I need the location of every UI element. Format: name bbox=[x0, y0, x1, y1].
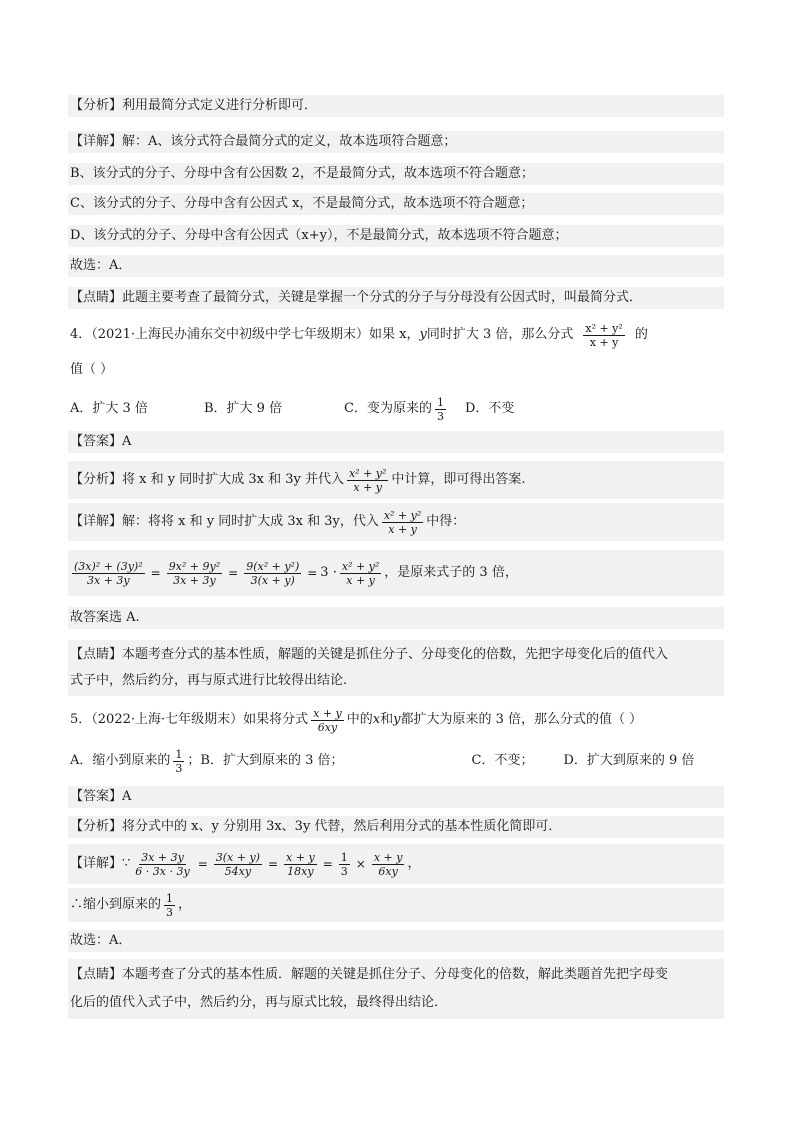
q4-answer-tag: 【答案】 bbox=[70, 434, 123, 449]
q4-detail-fraction bbox=[382, 509, 423, 536]
q5-detail-fraction-2 bbox=[214, 851, 262, 878]
q5-comment-line1: 【点睛】本题考查了分式的基本性质．解题的关键是抓住分子、分母变化的倍数，解此类题首先把字母变 bbox=[70, 967, 669, 982]
q4-stem-prefix: 4．（2021·上海民办浦东交中初级中学七年级期末）如果 x， bbox=[70, 327, 420, 342]
q4-detail-post: 中得： bbox=[426, 514, 466, 529]
q4-stem-suffix: 的 bbox=[634, 327, 648, 342]
q5-e1-num: 3x + 3y bbox=[141, 850, 184, 864]
q4-stem-line2-text: 值（ ） bbox=[70, 362, 114, 377]
q4-eq3-num: 9(x² + y²) bbox=[246, 559, 300, 573]
q4-options bbox=[68, 394, 724, 424]
q3-detail-c bbox=[68, 193, 724, 215]
q4-analysis-pre: 将 x 和 y 同时扩大成 3x 和 3y 并代入 bbox=[122, 472, 344, 487]
q4-detail-frac-num: x² + y² bbox=[383, 508, 422, 522]
q5-stem-fraction bbox=[311, 707, 344, 734]
q5-e3-num: x + y bbox=[286, 850, 315, 864]
q3-choose bbox=[68, 255, 724, 277]
q4-analysis-frac-den: x + y bbox=[353, 480, 383, 494]
q3-detail-a bbox=[68, 131, 724, 153]
q4-eq-fraction-1 bbox=[72, 560, 145, 587]
q4-answer bbox=[68, 431, 724, 453]
q5-choose-text: 故选：A． bbox=[70, 933, 132, 948]
q3-choose-text: 故选：A． bbox=[70, 258, 132, 273]
q5-comment-line2: 化后的值代入式子中，然后约分，再与原式比较，最终得出结论． bbox=[70, 995, 448, 1010]
q5-detail-end: ， bbox=[407, 856, 421, 871]
q3-detail-b bbox=[68, 163, 724, 185]
q5-therefore-num: 1 bbox=[166, 891, 174, 905]
q5-stem bbox=[68, 702, 724, 738]
q5-stem-mid: 中的 bbox=[346, 712, 373, 727]
q4-stem-fraction bbox=[583, 322, 624, 349]
q5-e2-den: 54xy bbox=[224, 864, 252, 878]
q4-analysis-frac-num: x² + y² bbox=[348, 466, 387, 480]
q4-choose-text: 故答案选 A. bbox=[70, 610, 140, 625]
q4-stem bbox=[68, 316, 724, 354]
q5-answer-tag: 【答案】 bbox=[70, 789, 123, 804]
q5-e5-num: x + y bbox=[373, 850, 403, 864]
q4-stem-line2 bbox=[68, 360, 724, 380]
q5-e5-den: 6xy bbox=[378, 864, 398, 878]
q5-therefore-fraction bbox=[164, 892, 175, 919]
q4-analysis bbox=[68, 461, 724, 499]
q4-analysis-tag: 【分析】 bbox=[70, 472, 123, 487]
q5-e2-num: 3(x + y) bbox=[215, 850, 260, 864]
q5-option-a-fraction bbox=[173, 748, 184, 775]
q5-equals-2: = bbox=[267, 857, 279, 871]
q4-stem-y: y bbox=[419, 327, 427, 342]
q4-analysis-post: 中计算，即可得出答案. bbox=[391, 472, 526, 487]
q5-option-a: A．缩小到原来的 bbox=[70, 753, 171, 768]
q5-detail-fraction-5 bbox=[372, 851, 405, 878]
q3-detail-a-text: 【详解】解：A、该分式符合最简分式的定义，故本选项符合题意； bbox=[70, 134, 457, 149]
q4-detail-pre: 解：将将 x 和 y 同时扩大成 3x 和 3y，代入 bbox=[122, 514, 379, 529]
q4-comment-line2: 式子中，然后约分，再与原式进行比较得出结论. bbox=[70, 673, 348, 688]
q5-detail-fraction-4 bbox=[339, 851, 350, 878]
q5-therefore bbox=[68, 888, 724, 922]
q5-detail-fraction-1 bbox=[133, 851, 191, 878]
q5-choose bbox=[68, 930, 724, 952]
q3-detail-c-text: C、该分式的分子、分母中含有公因式 x，不是最简分式，故本选项不符合题意； bbox=[70, 196, 534, 211]
q4-stem-frac-num: x² + y² bbox=[585, 321, 623, 335]
q4-eq2-num: 9x² + 9y² bbox=[168, 559, 221, 573]
q5-option-a-sep: ； bbox=[187, 753, 201, 768]
q5-stem-frac-num: x + y bbox=[313, 706, 342, 720]
q5-comment bbox=[68, 959, 724, 1019]
q5-stem-prefix: 5．（2022·上海·七年级期末）如果将分式 bbox=[70, 712, 309, 727]
q5-detail-tag: 【详解】 bbox=[70, 856, 123, 871]
q4-option-c: C．变为原来的 bbox=[344, 401, 432, 416]
q5-option-a-num: 1 bbox=[175, 747, 183, 761]
q5-option-b: B．扩大到原来的 3 倍； bbox=[200, 753, 344, 768]
q4-stem-mid: 同时扩大 3 倍，那么分式 bbox=[426, 327, 574, 342]
q5-option-a-den: 3 bbox=[175, 761, 183, 775]
q5-stem-x: x bbox=[372, 712, 381, 727]
q5-e4-num: 1 bbox=[340, 850, 348, 864]
q4-eq-fraction-2 bbox=[167, 560, 222, 587]
q4-comment-line1: 【点睛】本题考查分式的基本性质，解题的关键是抓住分子、分母变化的倍数，先把字母变化后的值代入 bbox=[70, 647, 669, 662]
q3-comment bbox=[68, 287, 724, 309]
q4-analysis-fraction bbox=[347, 467, 388, 494]
q4-eq-equals-2: = bbox=[228, 566, 239, 580]
q3-comment-text: 【点睛】此题主要考查了最简分式，关键是掌握一个分式的分子与分母没有公因式时，叫最简分式． bbox=[70, 290, 643, 305]
q5-because: ∵ bbox=[122, 856, 131, 871]
q4-eq-equals-3: = bbox=[307, 566, 318, 580]
q4-eq-equals-1: = bbox=[150, 566, 161, 580]
q5-therefore-end: ， bbox=[178, 897, 192, 912]
q4-stem-frac-den: x + y bbox=[589, 335, 619, 349]
q5-stem-and: 和 bbox=[380, 712, 394, 727]
q4-comment bbox=[68, 640, 724, 696]
q3-detail-b-text: B、该分式的分子、分母中含有公因数 2，不是最简分式，故本选项不符合题意； bbox=[70, 166, 534, 181]
q5-e4-den: 3 bbox=[340, 864, 348, 878]
q5-equals-3: = bbox=[322, 857, 333, 871]
q5-therefore-text: ∴缩小到原来的 bbox=[70, 897, 162, 912]
q4-eq-conclusion: ，是原来式子的 3 倍， bbox=[384, 565, 518, 580]
q4-eq1-den: 3x + 3y bbox=[87, 573, 130, 587]
q4-detail bbox=[68, 503, 724, 541]
q4-answer-value: A bbox=[122, 434, 132, 449]
q5-therefore-den: 3 bbox=[166, 905, 174, 919]
q4-eq-coefficient: 3 · bbox=[320, 565, 337, 580]
q4-choose bbox=[68, 607, 724, 629]
q4-option-b: B．扩大 9 倍 bbox=[204, 401, 283, 416]
q3-analysis bbox=[68, 95, 724, 117]
q5-option-d: D．扩大到原来的 9 倍 bbox=[563, 753, 695, 768]
q5-option-c: C．不变； bbox=[471, 753, 534, 768]
q5-answer-value: A bbox=[122, 789, 132, 804]
q3-analysis-text: 【分析】利用最简分式定义进行分析即可． bbox=[70, 98, 318, 113]
q5-analysis-text: 【分析】将分式中的 x、y 分别用 3x、3y 代替，然后利用分式的基本性质化简即可． bbox=[70, 819, 562, 834]
q4-eq3-den: 3(x + y) bbox=[250, 573, 295, 587]
q5-analysis bbox=[68, 816, 724, 838]
q5-e3-den: 18xy bbox=[287, 864, 314, 878]
q5-stem-suffix: 都扩大为原来的 3 倍，那么分式的值（ ） bbox=[400, 712, 643, 727]
q5-detail-fraction-3 bbox=[284, 851, 317, 878]
q5-detail bbox=[68, 844, 724, 884]
q4-equation bbox=[68, 550, 724, 596]
q4-option-c-num: 1 bbox=[436, 395, 444, 409]
q5-times: × bbox=[355, 857, 366, 871]
q4-option-c-fraction bbox=[435, 396, 446, 423]
q4-eq-fraction-3 bbox=[244, 560, 301, 587]
q5-equals-1: = bbox=[197, 857, 208, 871]
q5-stem-frac-den: 6xy bbox=[317, 720, 338, 734]
q4-eq-fraction-4 bbox=[340, 560, 381, 587]
q3-detail-d bbox=[68, 225, 724, 247]
q5-e1-den: 6 · 3x · 3y bbox=[135, 864, 190, 878]
q4-option-d: D．不变 bbox=[464, 401, 515, 416]
q5-answer bbox=[68, 786, 724, 808]
q4-detail-frac-den: x + y bbox=[388, 522, 417, 536]
q4-eq4-num: x² + y² bbox=[341, 559, 380, 573]
q3-detail-d-text: D、该分式的分子、分母中含有公因式（x+y），不是最简分式，故本选项不符合题意； bbox=[70, 228, 568, 243]
q4-option-a: A．扩大 3 倍 bbox=[70, 401, 148, 416]
q4-detail-tag: 【详解】 bbox=[70, 514, 123, 529]
q4-eq1-num: (3x)² + (3y)² bbox=[74, 559, 143, 573]
q4-eq4-den: x + y bbox=[346, 573, 375, 587]
q5-stem-y: y bbox=[393, 712, 401, 727]
q4-eq2-den: 3x + 3y bbox=[173, 573, 216, 587]
q4-option-c-den: 3 bbox=[436, 409, 444, 423]
q5-options bbox=[68, 744, 724, 778]
